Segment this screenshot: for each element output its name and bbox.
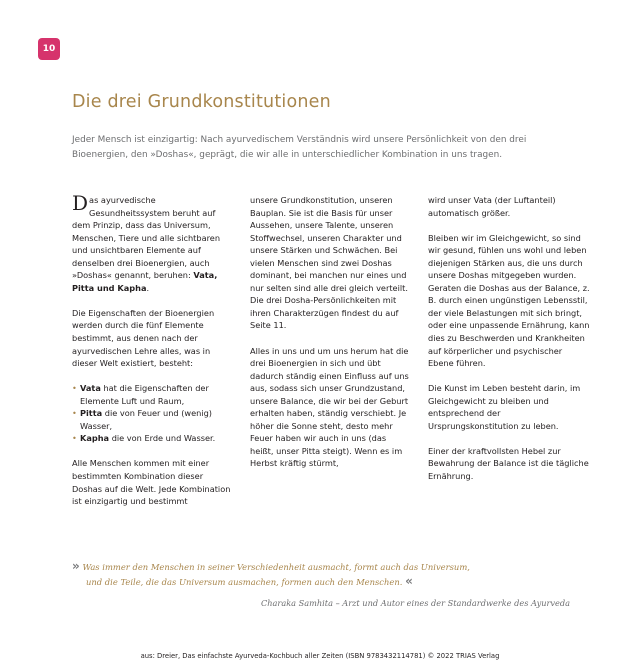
pull-quote: [72, 559, 592, 589]
col3-paragraph-3: Die Kunst im Leben besteht darin, im Gleichgewicht zu bleiben und entsprechend der Ursprungskonstitution zu leben.: [428, 383, 581, 431]
quote-line-1: [72, 559, 592, 574]
col2-paragraph-1: unsere Grundkonstitution, unseren Bauplan. Sie ist die Basis für unser Aussehen, unsere Talente, unseren Stoffwechsel, unseren Charakter und unsere Stärken und Schwächen. Bei vielen Menschen sind zwei Doshas dominant, bei manchen nur eines und nur selten sind alle drei gleich verteilt. Die drei Dosha-Persönlichkeiten mit ihren Charakterzügen findest du auf Seite 11.: [250, 195, 408, 331]
list-item-bold: Pitta: [80, 408, 103, 419]
dosha-list: [72, 382, 234, 445]
col3-paragraph-1: wird unser Vata (der Luftanteil) automatisch größer.: [428, 195, 556, 218]
list-item: [72, 432, 234, 445]
footer-citation: aus: Dreier, Das einfachste Ayurveda-Kochbuch aller Zeiten (ISBN 9783432114781) © 2022 TRIAS Verlag: [140, 652, 500, 660]
text-column-3: [428, 194, 590, 495]
list-item-text: die von Erde und Wasser.: [109, 433, 216, 444]
quote-line-2-text: und die Teile, die das Universum ausmachen, formen auch den Menschen.: [86, 577, 403, 587]
quote-line-1-text: Was immer den Menschen in seiner Verschiedenheit ausmacht, formt auch das Universum,: [82, 562, 470, 572]
col1-p1-bold: Vata, Pitta und Kapha: [72, 270, 218, 293]
quote-attribution: Charaka Samhita – Arzt und Autor eines der Standardwerke des Ayurveda: [261, 598, 570, 608]
list-item-bold: Kapha: [80, 433, 110, 444]
col1-paragraph-1: [72, 191, 234, 294]
quote-line-2: [72, 574, 592, 589]
page-title: Die drei Grundkonstitutionen: [72, 92, 331, 112]
col1-p1-text: as ayurvedische Gesundheitssystem beruht auf dem Prinzip, dass das Universum, Menschen, Tiere und alle sichtbaren und unsichtbaren Elemente auf denselben drei Bioenergien, auch »Doshas« genannt, beruhen:: [72, 195, 221, 281]
quote-close-mark: «: [405, 574, 413, 588]
list-item: [72, 407, 234, 432]
list-item: [72, 382, 234, 407]
intro-text: Jeder Mensch ist einzigartig: Nach ayurvedischem Verständnis wird unsere Persönlichkeit von den drei Bioenergien, den »Doshas«, geprägt, die wir alle in unterschiedlicher Kombination in uns tragen.: [72, 135, 527, 160]
col1-paragraph-3: Alle Menschen kommen mit einer bestimmten Kombination dieser Doshas auf die Welt. Jede Kombination ist einzigartig und bestimmt: [72, 458, 231, 507]
quote-open-mark: »: [72, 559, 80, 573]
text-column-2: [250, 194, 412, 483]
text-column-1: [72, 191, 234, 520]
col3-paragraph-2: Bleiben wir im Gleichgewicht, so sind wir gesund, fühlen uns wohl und leben diejenigen Stärken aus, die uns durch unsere Doshas mitgegeben wurden. Geraten die Doshas aus der Balance, z. B. durch einen ungünstigen Lebensstil, der viele Belastungen mit sich bringt, oder eine unpassende Ernährung, kann dies zu Beschwerden und Krankheiten auf körperlicher und psychischer Ebene führen.: [428, 232, 590, 369]
list-item-bold: Vata: [80, 383, 101, 394]
col1-paragraph-2: Die Eigenschaften der Bioenergien werden durch die fünf Elemente bestimmt, aus denen nach der ayurvedischen Lehre alles, was in dieser Welt existiert, besteht:: [72, 307, 215, 369]
page-number-badge: 10: [38, 38, 60, 60]
list-item-text: die von Feuer und (wenig) Wasser,: [80, 408, 212, 431]
drop-cap: D: [72, 191, 89, 215]
col2-paragraph-2: Alles in uns und um uns herum hat die drei Bioenergien in sich und übt dadurch ständig einen Einfluss auf uns aus, sodass sich unser Grundzustand, unsere Balance, die wir bei der Geburt erhalten haben, ständig verschiebt. Je höher die Sonne steht, desto mehr Feuer haben wir auch in uns (das heißt, unser Pitta steigt). Wenn es im Herbst kräftig stürmt,: [250, 345, 409, 469]
col3-paragraph-4: Einer der kraftvollsten Hebel zur Bewahrung der Balance ist die tägliche Ernährung.: [428, 445, 589, 482]
col1-p1-end: .: [146, 282, 150, 293]
list-item-text: hat die Eigenschaften der Elemente Luft und Raum,: [80, 383, 209, 406]
